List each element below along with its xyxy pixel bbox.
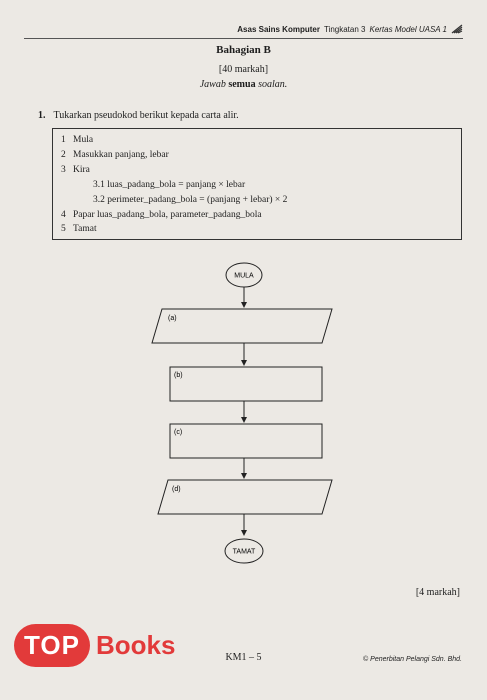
- line-text: 3.2 perimeter_padang_bola = (panjang + lebar) × 2: [93, 195, 288, 205]
- line-number: 5: [61, 224, 66, 234]
- logo-top: TOP: [14, 624, 90, 667]
- line-number: 4: [61, 210, 66, 220]
- section-marks: [0, 64, 487, 75]
- io-box-a: [152, 309, 332, 343]
- end-label: TAMAT: [232, 548, 256, 556]
- book-title: Asas Sains Komputer: [237, 24, 320, 34]
- pseudocode-line: [61, 224, 97, 234]
- line-number: 2: [61, 150, 66, 160]
- question-number: 1.: [38, 110, 46, 121]
- line-text: Papar luas_padang_bola, parameter_padang_bola: [73, 210, 262, 220]
- pseudocode-line: [61, 210, 262, 220]
- question-1: [38, 110, 239, 121]
- line-number: 1: [61, 135, 66, 145]
- paper-label: Kertas Model UASA 1: [369, 24, 447, 34]
- instruction-suffix: soalan.: [258, 79, 288, 90]
- section-instruction: [0, 79, 487, 90]
- publisher-mark-icon: [451, 24, 463, 34]
- question-text: Tukarkan pseudokod berikut kepada carta alir.: [53, 110, 239, 121]
- pseudocode-line: [93, 180, 245, 190]
- line-text: Kira: [73, 165, 90, 175]
- line-number: 3: [61, 165, 66, 175]
- logo-books: Books: [95, 630, 176, 660]
- box-c-label: (c): [174, 429, 183, 436]
- pseudocode-line: [93, 195, 287, 205]
- instruction-bold: semua: [228, 79, 256, 90]
- question-marks-text: [4 markah]: [415, 587, 460, 598]
- io-box-d: [158, 480, 332, 514]
- pseudocode-line: [61, 165, 90, 175]
- line-text: Masukkan panjang, lebar: [73, 150, 169, 160]
- process-box-b: [170, 367, 322, 401]
- question-marks: [416, 587, 460, 598]
- box-b-label: (b): [174, 372, 183, 379]
- instruction-prefix: Jawab: [199, 79, 226, 90]
- header-rule: [24, 38, 463, 39]
- line-text: Tamat: [73, 224, 97, 234]
- pseudocode-line: [61, 150, 169, 160]
- process-box-c: [170, 424, 322, 458]
- section-marks-text: [40 markah]: [218, 64, 269, 75]
- line-text: Mula: [73, 135, 94, 145]
- box-a-label: (a): [168, 315, 177, 322]
- start-label: MULA: [234, 272, 254, 280]
- section-title: Bahagian B: [216, 44, 271, 56]
- box-d-label: (d): [172, 486, 181, 493]
- flowchart: [150, 255, 340, 575]
- line-text: 3.1 luas_padang_bola = panjang × lebar: [93, 180, 246, 190]
- publisher-credit: © Penerbitan Pelangi Sdn. Bhd.: [363, 656, 462, 663]
- running-header: [237, 24, 463, 34]
- page-code: KM1 – 5: [225, 652, 262, 663]
- pseudocode-box: [52, 128, 462, 240]
- form-label: Tingkatan 3: [323, 24, 366, 34]
- pseudocode-line: [61, 135, 93, 145]
